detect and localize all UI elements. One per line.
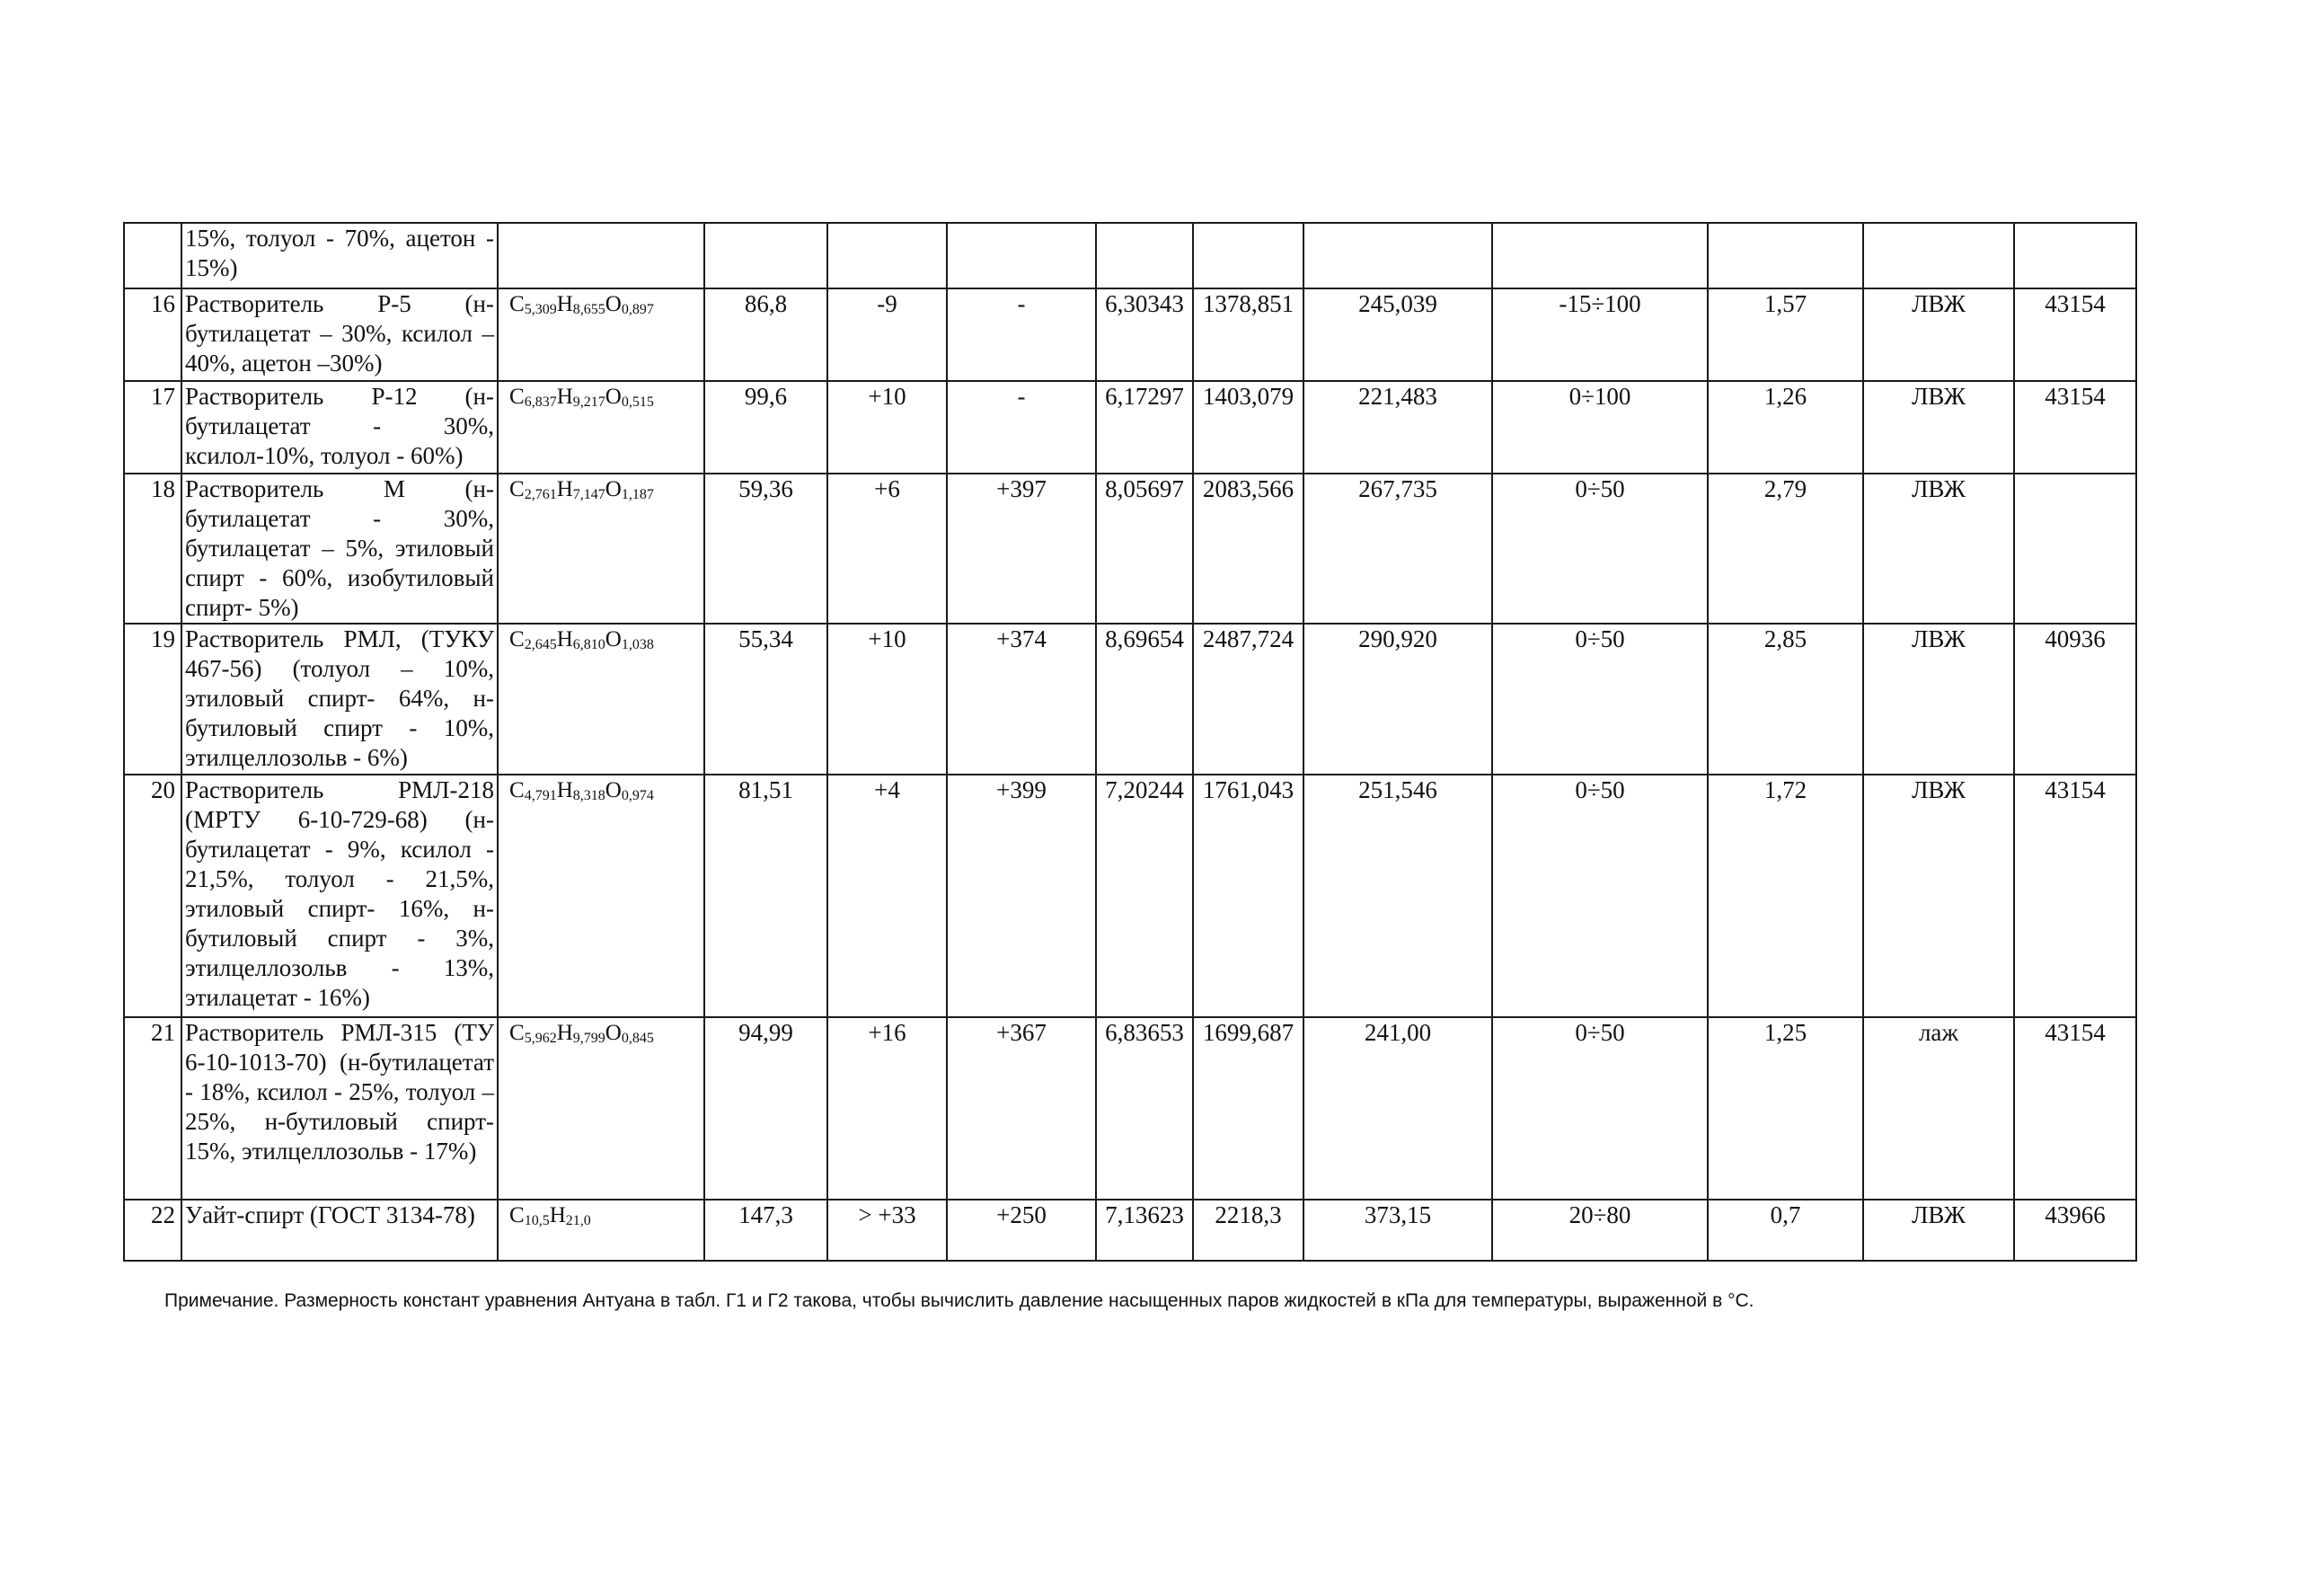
antoine-b: 1378,851 — [1193, 288, 1303, 381]
vapor-density: 1,72 — [1708, 775, 1863, 1017]
formula-index: 0,515 — [621, 394, 654, 410]
table-row — [124, 624, 2136, 775]
formula-element: O — [605, 627, 622, 651]
formula-element: O — [605, 477, 622, 501]
reference-number: 43154 — [2014, 775, 2136, 1017]
table-row — [124, 288, 2136, 381]
formula-index: 0,974 — [621, 788, 654, 803]
substance-name: Растворитель РМЛ-315 (ТУ 6-10-1013-70) (н-бутилацетат - 18%, ксилол - 25%, толуол – 25%, н-бутиловый спирт- 15%, этилцеллозольв - 17%) — [181, 1017, 498, 1200]
reference-number — [2014, 474, 2136, 624]
temperature-range: 0÷50 — [1492, 1017, 1708, 1200]
formula-index: 6,810 — [572, 637, 605, 652]
table-row — [124, 223, 2136, 288]
antoine-a: 6,83653 — [1096, 1017, 1193, 1200]
antoine-b: 1761,043 — [1193, 775, 1303, 1017]
antoine-c: 267,735 — [1303, 474, 1492, 624]
substance-name: Растворитель РМЛ, (ТУКУ 467-56) (толуол – 10%, этиловый спирт- 64%, н-бутиловый спирт - 10%, этилцеллозольв - 6%) — [181, 624, 498, 775]
row-number: 21 — [124, 1017, 181, 1200]
formula-element: H — [556, 385, 573, 409]
substance-name: Растворитель Р-12 (н-бутилацетат - 30%, ксилол-10%, толуол - 60%) — [181, 381, 498, 474]
flash-point: +6 — [827, 474, 947, 624]
antoine-b: 2487,724 — [1193, 624, 1303, 775]
flammability-group — [1863, 223, 2014, 288]
formula-index: 1,038 — [621, 637, 654, 652]
flammability-group: ЛВЖ — [1863, 775, 2014, 1017]
autoignition-temp: +397 — [947, 474, 1096, 624]
formula-index: 10,5 — [524, 1213, 550, 1228]
formula-element: O — [605, 292, 622, 316]
vapor-density: 1,25 — [1708, 1017, 1863, 1200]
autoignition-temp: +367 — [947, 1017, 1096, 1200]
vapor-density: 0,7 — [1708, 1200, 1863, 1261]
temperature-range: 20÷80 — [1492, 1200, 1708, 1261]
formula-index: 9,799 — [572, 1031, 605, 1046]
formula-element: C — [509, 627, 525, 651]
antoine-b — [1193, 223, 1303, 288]
reference-number — [2014, 223, 2136, 288]
row-number — [124, 223, 181, 288]
antoine-a: 7,13623 — [1096, 1200, 1193, 1261]
flash-point: +10 — [827, 381, 947, 474]
reference-number: 43154 — [2014, 381, 2136, 474]
formula-cell — [498, 1200, 704, 1261]
formula-index: 9,217 — [572, 394, 605, 410]
antoine-a: 8,05697 — [1096, 474, 1193, 624]
row-number: 20 — [124, 775, 181, 1017]
vapor-density: 2,85 — [1708, 624, 1863, 775]
formula-element: C — [509, 1021, 525, 1045]
formula-element: C — [509, 778, 525, 802]
formula-element: C — [509, 385, 525, 409]
substance-name: Растворитель М (н-бутилацетат - 30%, бутилацетат – 5%, этиловый спирт - 60%, изобутиловый спирт- 5%) — [181, 474, 498, 624]
reference-number: 40936 — [2014, 624, 2136, 775]
antoine-a: 8,69654 — [1096, 624, 1193, 775]
molar-mass: 59,36 — [704, 474, 827, 624]
flammability-group: ЛВЖ — [1863, 1200, 2014, 1261]
temperature-range: 0÷50 — [1492, 474, 1708, 624]
row-number: 16 — [124, 288, 181, 381]
antoine-c: 290,920 — [1303, 624, 1492, 775]
formula-index: 0,845 — [621, 1031, 654, 1046]
flash-point: +10 — [827, 624, 947, 775]
formula-index: 2,645 — [524, 637, 557, 652]
molar-mass: 94,99 — [704, 1017, 827, 1200]
molar-mass: 147,3 — [704, 1200, 827, 1261]
molar-mass: 55,34 — [704, 624, 827, 775]
table-row — [124, 381, 2136, 474]
flash-point — [827, 223, 947, 288]
vapor-density: 1,26 — [1708, 381, 1863, 474]
flammability-group: ЛВЖ — [1863, 288, 2014, 381]
table-row — [124, 1200, 2136, 1261]
substance-name: Растворитель РМЛ-218 (МРТУ 6-10-729-68) (н-бутилацетат - 9%, ксилол - 21,5%, толуол - 21,5%, этиловый спирт- 16%, н-бутиловый спирт - 3%, этилцеллозольв - 13%, этилацетат - 16%) — [181, 775, 498, 1017]
flash-point: +16 — [827, 1017, 947, 1200]
substance-name: 15%, толуол - 70%, ацетон - 15%) — [181, 223, 498, 288]
antoine-a: 7,20244 — [1096, 775, 1193, 1017]
formula-index: 7,147 — [572, 487, 605, 502]
temperature-range — [1492, 223, 1708, 288]
antoine-c: 251,546 — [1303, 775, 1492, 1017]
formula-element: H — [556, 627, 573, 651]
antoine-b: 2218,3 — [1193, 1200, 1303, 1261]
flash-point: > +33 — [827, 1200, 947, 1261]
antoine-c: 241,00 — [1303, 1017, 1492, 1200]
vapor-density — [1708, 223, 1863, 288]
formula-index: 4,791 — [524, 788, 557, 803]
table-row — [124, 474, 2136, 624]
formula-element: H — [556, 292, 573, 316]
antoine-a: 6,30343 — [1096, 288, 1193, 381]
autoignition-temp: - — [947, 381, 1096, 474]
row-number: 18 — [124, 474, 181, 624]
molar-mass — [704, 223, 827, 288]
flammability-group: ЛВЖ — [1863, 474, 2014, 624]
flash-point: +4 — [827, 775, 947, 1017]
temperature-range: 0÷50 — [1492, 624, 1708, 775]
autoignition-temp: +399 — [947, 775, 1096, 1017]
flammability-group: лаж — [1863, 1017, 2014, 1200]
formula-element: C — [509, 1203, 525, 1227]
formula-element: H — [556, 1021, 573, 1045]
flash-point: -9 — [827, 288, 947, 381]
antoine-c — [1303, 223, 1492, 288]
formula-cell — [498, 474, 704, 624]
reference-number: 43154 — [2014, 288, 2136, 381]
formula-index: 8,655 — [572, 302, 605, 317]
vapor-density: 2,79 — [1708, 474, 1863, 624]
reference-number: 43966 — [2014, 1200, 2136, 1261]
antoine-b: 2083,566 — [1193, 474, 1303, 624]
formula-index: 8,318 — [572, 788, 605, 803]
antoine-b: 1403,079 — [1193, 381, 1303, 474]
formula-element: O — [605, 385, 622, 409]
formula-element: O — [605, 1021, 622, 1045]
reference-number: 43154 — [2014, 1017, 2136, 1200]
table-row — [124, 775, 2136, 1017]
row-number: 17 — [124, 381, 181, 474]
temperature-range: 0÷50 — [1492, 775, 1708, 1017]
substance-name: Уайт-спирт (ГОСТ 3134-78) — [181, 1200, 498, 1261]
autoignition-temp: +374 — [947, 624, 1096, 775]
formula-element: H — [549, 1203, 566, 1227]
formula-index: 2,761 — [524, 487, 557, 502]
formula-index: 5,309 — [524, 302, 557, 317]
formula-element: H — [556, 477, 573, 501]
autoignition-temp: +250 — [947, 1200, 1096, 1261]
formula-cell — [498, 288, 704, 381]
vapor-density: 1,57 — [1708, 288, 1863, 381]
formula-index: 0,897 — [621, 302, 654, 317]
table-body — [124, 223, 2136, 1261]
molar-mass: 81,51 — [704, 775, 827, 1017]
formula-index: 21,0 — [565, 1213, 591, 1228]
temperature-range: 0÷100 — [1492, 381, 1708, 474]
table-note: Примечание. Размерность констант уравнения Антуана в табл. Г1 и Г2 такова, чтобы вычислить давление насыщенных паров жидкостей в кПа для температуры, выраженной в °С. — [164, 1290, 1754, 1311]
flammability-group: ЛВЖ — [1863, 624, 2014, 775]
antoine-b: 1699,687 — [1193, 1017, 1303, 1200]
row-number: 19 — [124, 624, 181, 775]
antoine-a — [1096, 223, 1193, 288]
formula-index: 1,187 — [621, 487, 654, 502]
antoine-c: 221,483 — [1303, 381, 1492, 474]
formula-index: 5,962 — [524, 1031, 557, 1046]
antoine-a: 6,17297 — [1096, 381, 1193, 474]
table-row — [124, 1017, 2136, 1200]
formula-element: C — [509, 477, 525, 501]
formula-cell — [498, 1017, 704, 1200]
autoignition-temp — [947, 223, 1096, 288]
substance-name: Растворитель Р-5 (н-бутилацетат – 30%, ксилол – 40%, ацетон –30%) — [181, 288, 498, 381]
formula-cell — [498, 775, 704, 1017]
antoine-c: 245,039 — [1303, 288, 1492, 381]
antoine-c: 373,15 — [1303, 1200, 1492, 1261]
temperature-range: -15÷100 — [1492, 288, 1708, 381]
formula-element: H — [556, 778, 573, 802]
formula-element: O — [605, 778, 622, 802]
formula-cell — [498, 624, 704, 775]
molar-mass: 99,6 — [704, 381, 827, 474]
formula-index: 6,837 — [524, 394, 557, 410]
formula-cell — [498, 381, 704, 474]
formula-element: C — [509, 292, 525, 316]
formula-cell — [498, 223, 704, 288]
molar-mass: 86,8 — [704, 288, 827, 381]
autoignition-temp: - — [947, 288, 1096, 381]
row-number: 22 — [124, 1200, 181, 1261]
solvents-table — [123, 222, 2137, 1262]
flammability-group: ЛВЖ — [1863, 381, 2014, 474]
